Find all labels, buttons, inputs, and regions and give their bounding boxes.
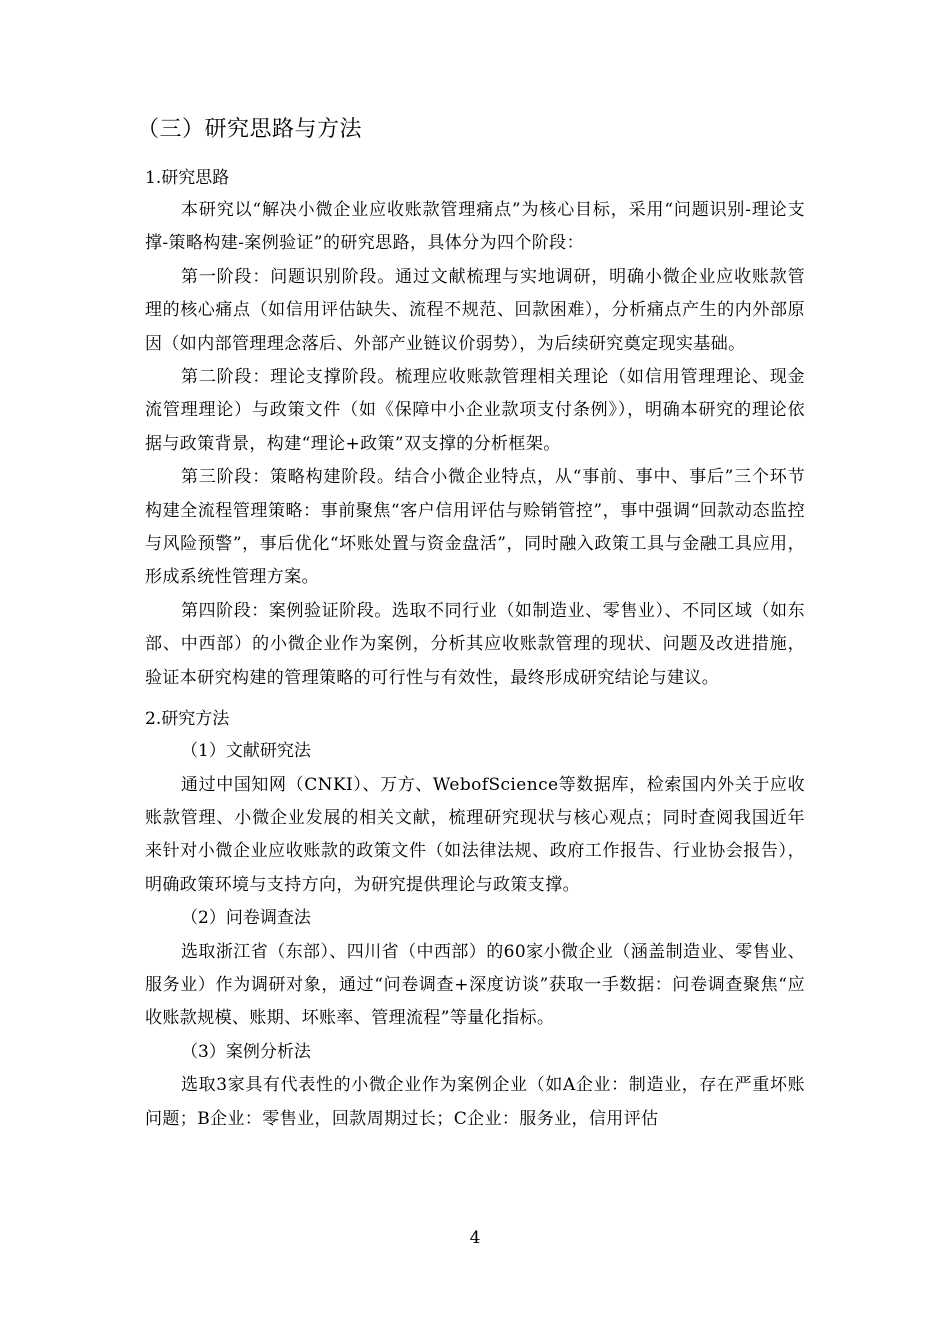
page-number: 4 [469,1228,481,1248]
stage-four-paragraph: 第四阶段：案例验证阶段。选取不同行业（如制造业、零售业）、不同区域（如东部、中西部）的小微企业作为案例，分析其应收账款管理的现状、问题及改进措施，验证本研究构建的管理策略的可行性与有效性，最终形成研究结论与建议。 [145,600,805,688]
method-literature-title: （1）文献研究法 [181,741,311,762]
page-body [137,112,805,1136]
method-survey-paragraph: 选取浙江省（东部）、四川省（中西部）的60家小微企业（涵盖制造业、零售业、服务业）作为调研对象，通过“问卷调查+深度访谈”获取一手数据：问卷调查聚焦“应收账款规模、账期、坏账率、管理流程”等量化指标。 [145,941,805,1029]
method-survey-title: （2）问卷调查法 [181,908,311,929]
approach-heading: 1.研究思路 [145,168,230,188]
methods-heading: 2.研究方法 [145,709,230,730]
stage-one-paragraph: 第一阶段：问题识别阶段。通过文献梳理与实地调研，明确小微企业应收账款管理的核心痛点（如信用评估缺失、流程不规范、回款困难），分析痛点产生的内外部原因（如内部管理理念落后、外部产业链议价弱势），为后续研究奠定现实基础。 [145,266,805,354]
method-case-paragraph: 选取3家具有代表性的小微企业作为案例企业（如A企业：制造业，存在严重坏账问题；B企业：零售业，回款周期过长；C企业：服务业，信用评估 [145,1075,805,1129]
stage-three-paragraph: 第三阶段：策略构建阶段。结合小微企业特点，从“事前、事中、事后”三个环节构建全流程管理策略：事前聚焦“客户信用评估与赊销管控”，事中强调“回款动态监控与风险预警”，事后优化“坏账处置与资金盘活”，同时融入政策工具与金融工具应用，形成系统性管理方案。 [145,467,805,588]
method-case-title: （3）案例分析法 [181,1041,311,1062]
approach-intro-paragraph: 本研究以“解决小微企业应收账款管理痛点”为核心目标，采用“问题识别-理论支撑-策略构建-案例验证”的研究思路，具体分为四个阶段： [145,200,805,254]
section-title: （三）研究思路与方法 [137,117,363,142]
stage-two-paragraph: 第二阶段：理论支撑阶段。梳理应收账款管理相关理论（如信用管理理论、现金流管理理论）与政策文件（如《保障中小企业款项支付条例》），明确本研究的理论依据与政策背景，构建“理论+政策”双支撑的分析框架。 [145,367,805,454]
method-literature-paragraph: 通过中国知网（CNKI）、万方、WebofScience等数据库，检索国内外关于应收账款管理、小微企业发展的相关文献，梳理研究现状与核心观点；同时查阅我国近年来针对小微企业应收账款的政策文件（如法律法规、政府工作报告、行业协会报告），明确政策环境与支持方向，为研究提供理论与政策支撑。 [145,774,805,895]
